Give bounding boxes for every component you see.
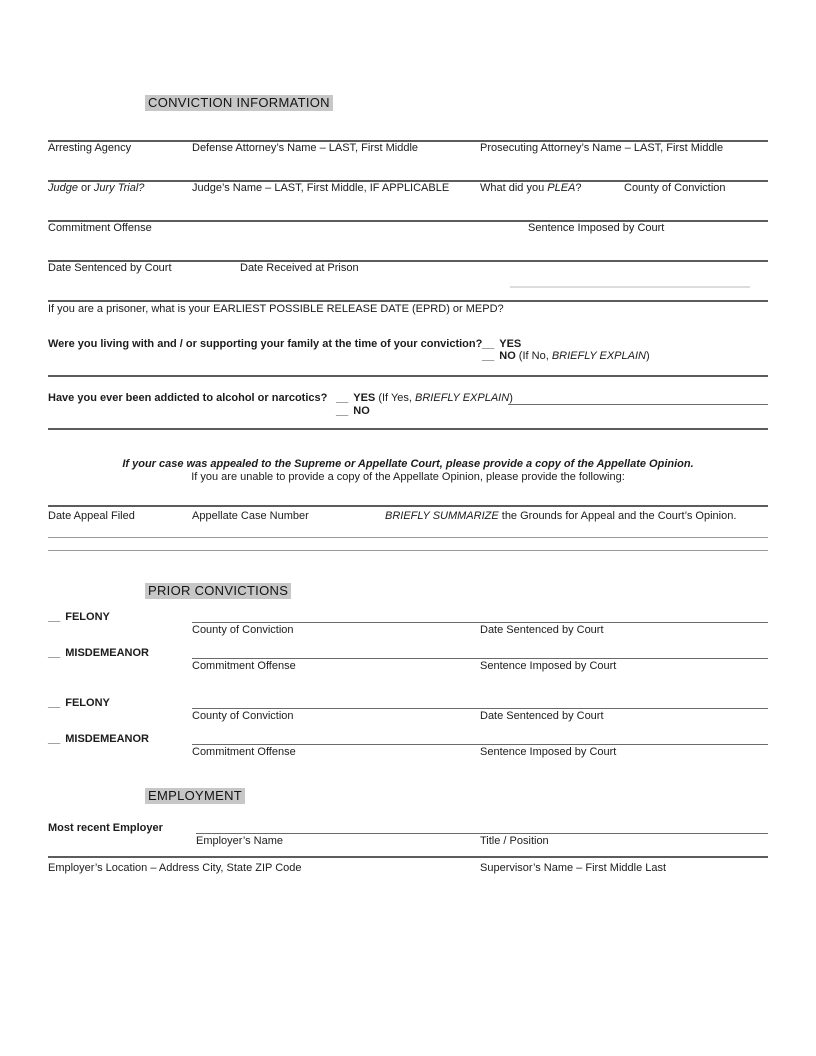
yes-checkbox-blank[interactable]: __ bbox=[336, 392, 349, 404]
write-line-employer[interactable] bbox=[196, 833, 768, 834]
write-line-summarize-1[interactable] bbox=[48, 537, 768, 538]
write-line-prior2-bottom[interactable] bbox=[192, 744, 768, 745]
write-line-employer-location[interactable] bbox=[48, 856, 768, 858]
summarize-rest: the Grounds for Appeal and the Court’s Opinion. bbox=[498, 510, 737, 522]
label-date-received: Date Received at Prison bbox=[240, 262, 359, 274]
label-prior2-county: County of Conviction bbox=[192, 710, 294, 722]
misdemeanor-checkbox-blank[interactable]: __ bbox=[48, 647, 61, 659]
option-misdemeanor-2 bbox=[48, 733, 149, 746]
option-yes-narcotics bbox=[336, 392, 513, 405]
label-supervisor-name: Supervisor’s Name – First Middle Last bbox=[480, 862, 667, 874]
no-explain-italic: BRIEFLY EXPLAIN bbox=[551, 350, 646, 362]
label-date-appeal-filed: Date Appeal Filed bbox=[48, 510, 135, 522]
yes-label: YES bbox=[353, 392, 376, 404]
label-eprd-question: If you are a prisoner, what is your EARLIEST POSSIBLE RELEASE DATE (EPRD) or MEPD? bbox=[48, 303, 504, 315]
question-narcotics: Have you ever been addicted to alcohol or narcotics? bbox=[48, 392, 328, 404]
option-no-family bbox=[482, 350, 650, 363]
label-judge-or-jury bbox=[48, 182, 144, 195]
yes-explain-pre: (If Yes, bbox=[375, 392, 416, 404]
label-what-did-you-plea bbox=[480, 182, 582, 195]
no-label: NO bbox=[353, 405, 370, 417]
judge-or: or bbox=[77, 182, 94, 194]
section-separator-line bbox=[48, 428, 768, 430]
felony-checkbox-blank[interactable]: __ bbox=[48, 611, 61, 623]
plea-qmark: ? bbox=[575, 182, 582, 194]
option-misdemeanor-1 bbox=[48, 647, 149, 660]
no-explain-post: ) bbox=[645, 350, 650, 362]
label-county-of-conviction: County of Conviction bbox=[624, 182, 726, 194]
write-line-appeal-row[interactable] bbox=[48, 505, 768, 507]
label-employer-location: Employer’s Location – Address City, State ZIP Code bbox=[48, 862, 302, 874]
no-explain-pre: (If No, bbox=[515, 350, 552, 362]
option-felony-1 bbox=[48, 611, 110, 624]
option-no-narcotics bbox=[336, 405, 370, 418]
yes-label: YES bbox=[499, 338, 522, 350]
label-prior2-date-sentenced: Date Sentenced by Court bbox=[480, 710, 604, 722]
section-heading-conviction-information: CONVICTION INFORMATION bbox=[145, 95, 333, 111]
no-checkbox-blank[interactable]: __ bbox=[336, 405, 349, 417]
write-line-prior2-top[interactable] bbox=[192, 708, 768, 709]
section-heading-prior-convictions: PRIOR CONVICTIONS bbox=[145, 583, 291, 599]
plea-text: What did you bbox=[480, 182, 548, 194]
appeal-notice-bold: If your case was appealed to the Supreme or Appellate Court, please provide a copy of the Appellate Opinion. bbox=[122, 458, 694, 470]
label-commitment-offense: Commitment Offense bbox=[48, 222, 152, 234]
appeal-notice-sub: If you are unable to provide a copy of the Appellate Opinion, please provide the following: bbox=[191, 471, 625, 483]
label-title-position: Title / Position bbox=[480, 835, 549, 847]
write-line-family-explain[interactable] bbox=[48, 375, 768, 377]
write-line-prior1-top[interactable] bbox=[192, 622, 768, 623]
yes-explain-post: ) bbox=[509, 392, 513, 404]
no-label: NO bbox=[499, 350, 516, 362]
faint-fill-line[interactable] bbox=[510, 286, 750, 288]
plea-italic: PLEA bbox=[547, 182, 576, 194]
label-prior1-date-sentenced: Date Sentenced by Court bbox=[480, 624, 604, 636]
label-most-recent-employer: Most recent Employer bbox=[48, 822, 163, 834]
label-sentence-imposed: Sentence Imposed by Court bbox=[528, 222, 665, 234]
write-line-narcotics-explain[interactable] bbox=[508, 404, 768, 405]
label-employer-name: Employer’s Name bbox=[196, 835, 284, 847]
no-checkbox-blank[interactable]: __ bbox=[482, 350, 495, 362]
judge-italic: Judge bbox=[48, 182, 78, 194]
felony-label: FELONY bbox=[65, 697, 110, 709]
misdemeanor-checkbox-blank[interactable]: __ bbox=[48, 733, 61, 745]
write-line-summarize-2[interactable] bbox=[48, 550, 768, 551]
label-prosecuting-attorney: Prosecuting Attorney’s Name – LAST, First Middle bbox=[480, 142, 724, 154]
jury-trial-italic: Jury Trial? bbox=[93, 182, 145, 194]
label-prior1-county: County of Conviction bbox=[192, 624, 294, 636]
label-judges-name: Judge’s Name – LAST, First Middle, IF APPLICABLE bbox=[192, 182, 450, 194]
summarize-italic: BRIEFLY SUMMARIZE bbox=[385, 510, 499, 522]
option-felony-2 bbox=[48, 697, 110, 710]
write-line-prior1-bottom[interactable] bbox=[192, 658, 768, 659]
label-prior1-offense: Commitment Offense bbox=[192, 660, 296, 672]
misdemeanor-label: MISDEMEANOR bbox=[65, 647, 149, 659]
label-date-sentenced: Date Sentenced by Court bbox=[48, 262, 172, 274]
felony-checkbox-blank[interactable]: __ bbox=[48, 697, 61, 709]
label-prior1-sentence: Sentence Imposed by Court bbox=[480, 660, 617, 672]
felony-label: FELONY bbox=[65, 611, 110, 623]
yes-checkbox-blank[interactable]: __ bbox=[482, 338, 495, 350]
label-appellate-case-number: Appellate Case Number bbox=[192, 510, 309, 522]
label-defense-attorney: Defense Attorney’s Name – LAST, First Middle bbox=[192, 142, 419, 154]
yes-explain-italic: BRIEFLY EXPLAIN bbox=[415, 392, 510, 404]
label-prior2-offense: Commitment Offense bbox=[192, 746, 296, 758]
section-heading-employment: EMPLOYMENT bbox=[145, 788, 245, 804]
write-line-row5[interactable] bbox=[48, 300, 768, 302]
question-family-support: Were you living with and / or supporting your family at the time of your conviction? bbox=[48, 338, 483, 350]
label-prior2-sentence: Sentence Imposed by Court bbox=[480, 746, 617, 758]
label-briefly-summarize bbox=[385, 510, 736, 523]
label-arresting-agency: Arresting Agency bbox=[48, 142, 132, 154]
misdemeanor-label: MISDEMEANOR bbox=[65, 733, 149, 745]
